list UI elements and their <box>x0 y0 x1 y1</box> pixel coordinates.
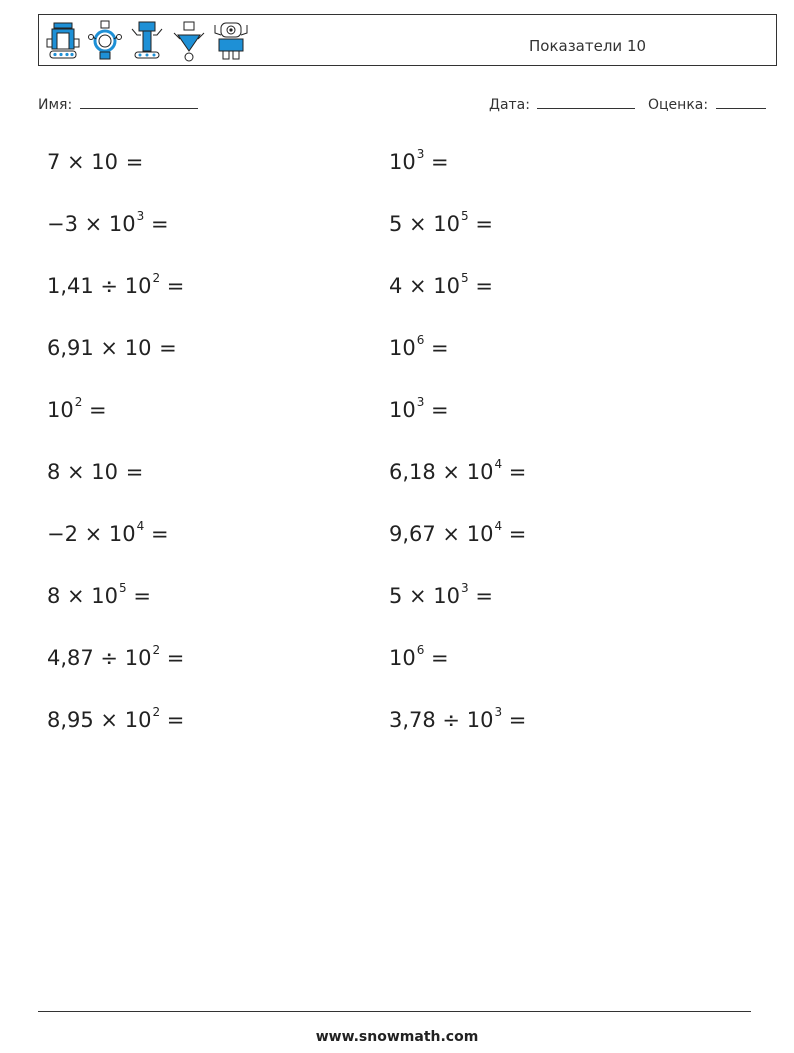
problem-equals: = <box>152 336 177 360</box>
name-blank[interactable] <box>80 96 198 109</box>
date-blank[interactable] <box>537 96 635 109</box>
name-label: Имя: <box>38 97 73 113</box>
problem-equals: = <box>424 646 449 670</box>
problem-equals: = <box>424 150 449 174</box>
problem-equals: = <box>468 274 493 298</box>
footer-site: www.snowmath.com <box>315 1029 479 1045</box>
problem-equals: = <box>424 336 449 360</box>
problem-base: 3,78 ÷ 10 <box>389 708 494 732</box>
problem-item <box>389 519 527 546</box>
problem-equals: = <box>424 398 449 422</box>
problem-item <box>47 209 169 236</box>
problem-item <box>47 705 185 732</box>
problem-equals: = <box>502 708 527 732</box>
problem-exponent: 2 <box>152 643 161 657</box>
problem-base: 6,18 × 10 <box>389 460 494 484</box>
footer-divider <box>38 1011 751 1012</box>
problem-exponent: 5 <box>461 209 469 223</box>
problem-item <box>389 209 493 236</box>
problem-equals: = <box>144 522 169 546</box>
grade-blank[interactable] <box>716 96 766 109</box>
problem-item <box>389 643 449 670</box>
problem-exponent: 6 <box>416 643 425 657</box>
grade-label: Оценка: <box>648 97 709 113</box>
problem-exponent: 4 <box>136 519 145 533</box>
robot-cyclops-icon <box>213 19 249 63</box>
problem-exponent: 3 <box>494 705 503 719</box>
problem-item <box>389 457 527 484</box>
problem-item <box>47 395 107 422</box>
problem-item <box>47 336 177 360</box>
problem-exponent: 3 <box>461 581 469 595</box>
problem-equals: = <box>502 460 527 484</box>
problem-base: 4 × 10 <box>389 274 461 298</box>
problem-item <box>47 643 185 670</box>
problem-equals: = <box>119 460 144 484</box>
problem-equals: = <box>126 584 151 608</box>
problem-item <box>47 150 143 174</box>
problem-item <box>47 460 143 484</box>
problem-base: 8 × 10 <box>47 460 119 484</box>
robot-triangle-icon <box>171 19 207 63</box>
problem-base: 9,67 × 10 <box>389 522 494 546</box>
problem-item <box>47 519 169 546</box>
problem-exponent: 6 <box>416 333 425 347</box>
worksheet-header <box>38 14 777 66</box>
problem-equals: = <box>160 274 185 298</box>
grade-field <box>648 96 766 113</box>
problem-exponent: 4 <box>494 457 503 471</box>
problem-equals: = <box>468 212 493 236</box>
problem-equals: = <box>119 150 144 174</box>
problem-exponent: 5 <box>119 581 127 595</box>
problem-item <box>389 581 493 608</box>
problem-base: 5 × 10 <box>389 212 461 236</box>
robot-logos <box>45 19 249 63</box>
problem-base: 10 <box>389 336 416 360</box>
problem-item <box>389 147 449 174</box>
robot-tower-icon <box>129 19 165 63</box>
problem-equals: = <box>160 708 185 732</box>
problem-base: −2 × 10 <box>47 522 136 546</box>
problem-base: 10 <box>389 150 416 174</box>
problem-base: 10 <box>389 398 416 422</box>
problem-item <box>389 333 449 360</box>
problem-equals: = <box>82 398 107 422</box>
problem-equals: = <box>502 522 527 546</box>
problem-item <box>389 395 449 422</box>
problem-base: 8,95 × 10 <box>47 708 152 732</box>
problem-exponent: 2 <box>74 395 83 409</box>
problem-item <box>389 271 493 298</box>
page-title: Показатели 10 <box>529 37 647 55</box>
problem-item <box>47 271 185 298</box>
problem-base: 4,87 ÷ 10 <box>47 646 152 670</box>
robot-ring-icon <box>87 19 123 63</box>
problem-exponent: 2 <box>152 271 161 285</box>
problem-item <box>389 705 527 732</box>
robot-tank-icon <box>45 19 81 63</box>
problem-base: 10 <box>47 398 74 422</box>
problem-base: 8 × 10 <box>47 584 119 608</box>
date-label: Дата: <box>489 97 530 113</box>
problem-exponent: 4 <box>494 519 503 533</box>
problem-base: 10 <box>389 646 416 670</box>
problem-base: −3 × 10 <box>47 212 136 236</box>
problem-exponent: 3 <box>416 147 425 161</box>
problem-exponent: 5 <box>461 271 469 285</box>
problem-exponent: 3 <box>136 209 145 223</box>
problem-exponent: 2 <box>152 705 161 719</box>
problem-item <box>47 581 151 608</box>
problem-base: 5 × 10 <box>389 584 461 608</box>
problem-base: 1,41 ÷ 10 <box>47 274 152 298</box>
problem-equals: = <box>144 212 169 236</box>
name-field <box>38 96 198 113</box>
date-field <box>489 96 635 113</box>
problem-base: 7 × 10 <box>47 150 119 174</box>
problem-base: 6,91 × 10 <box>47 336 152 360</box>
problem-exponent: 3 <box>416 395 425 409</box>
problem-equals: = <box>468 584 493 608</box>
problem-equals: = <box>160 646 185 670</box>
